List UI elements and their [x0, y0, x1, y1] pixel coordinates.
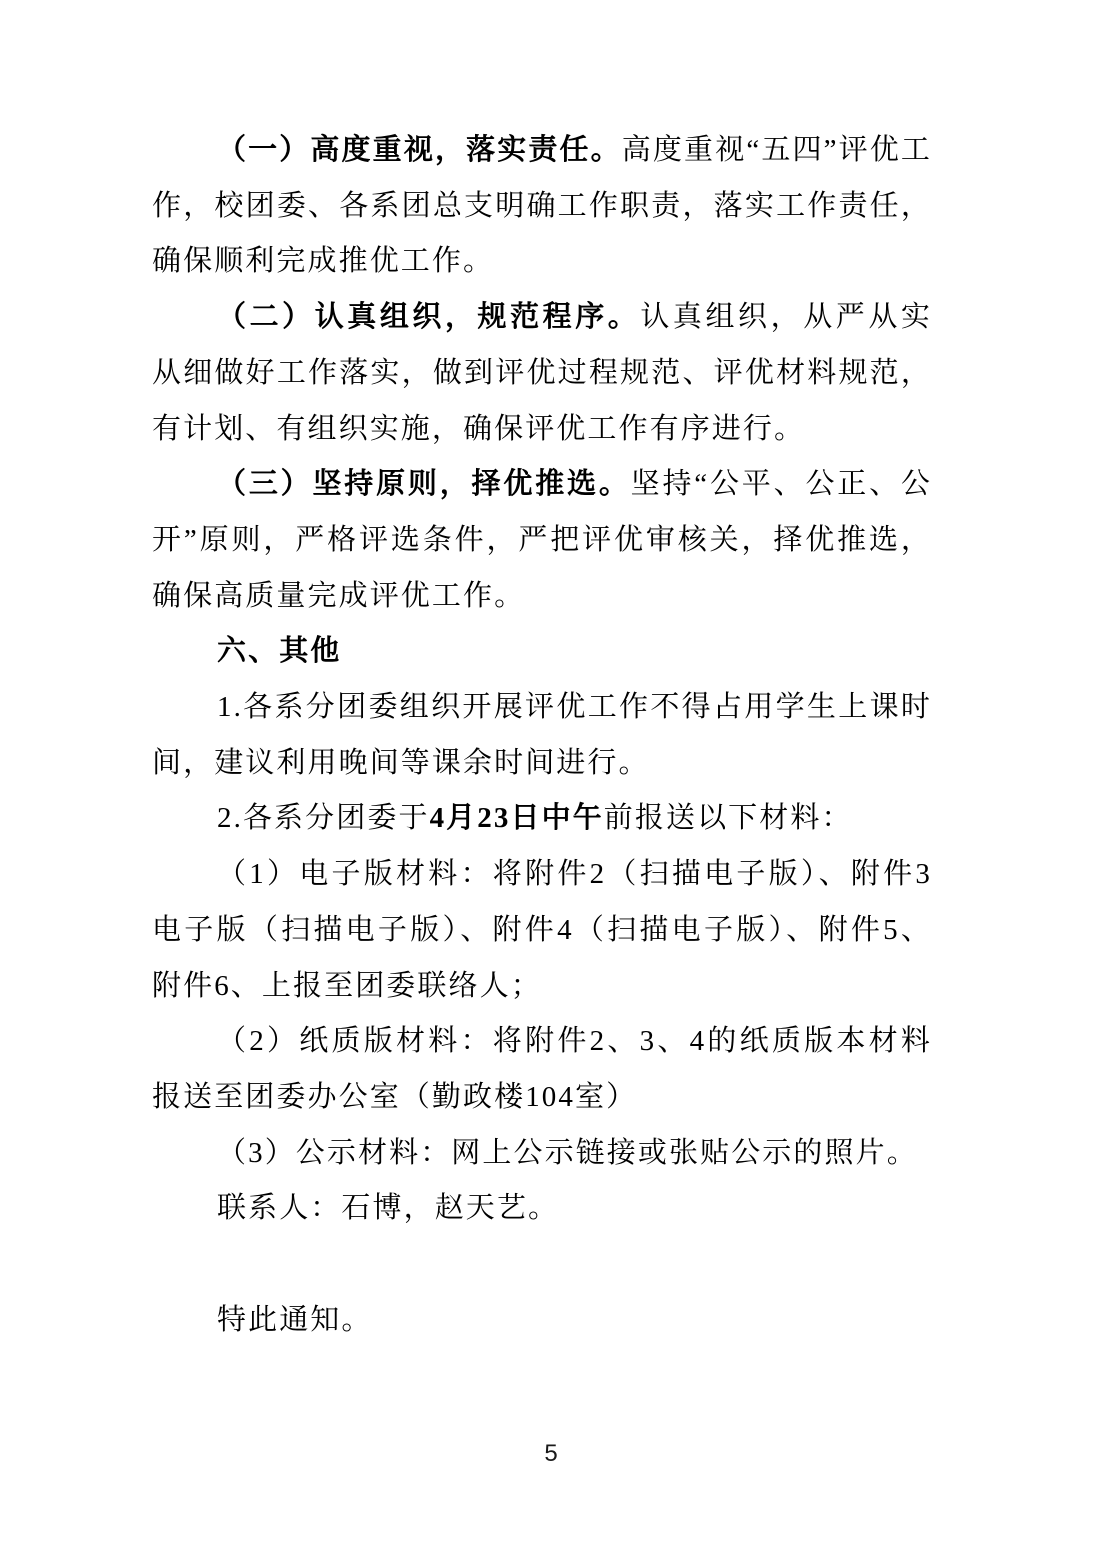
paragraph-item-1: 1.各系分团委组织开展评优工作不得占用学生上课时间，建议利用晚间等课余时间进行。: [152, 691, 932, 779]
paragraph-lead: （一）高度重视，落实责任。: [217, 134, 622, 166]
paragraph-text: 前报送以下材料：: [603, 802, 853, 835]
paragraph-lead: （三）坚持原则，择优推选。: [217, 468, 631, 501]
paragraph-organization: [152, 290, 932, 457]
paragraph-lead: （二）认真组织，规范程序。: [217, 301, 641, 334]
paragraph-publicity-materials: （3）公示材料：网上公示链接或张贴公示的照片。: [217, 1136, 918, 1169]
paragraph-notice-closing: 特此通知。: [217, 1303, 373, 1336]
paragraph-responsibility: [152, 123, 932, 290]
paragraph-item-2: [152, 791, 932, 847]
paragraph-text: 坚持“公平、公正、公开”原则，严格评选条件，严把评优审核关，择优推选，确保高质量完成评优工作。: [152, 468, 932, 612]
paragraph-contacts: 联系人：石博，赵天艺。: [217, 1192, 560, 1225]
deadline-text: 4月23日中午: [429, 802, 604, 835]
page-number: 5: [544, 1440, 558, 1467]
paragraph-principles: [152, 457, 932, 624]
paragraph-text: 高度重视“五四”评优工作，校团委、各系团总支明确工作职责，落实工作责任，确保顺利完成推优工作。: [152, 134, 932, 278]
section-heading-others: 六、其他: [217, 635, 342, 668]
paragraph-text: 认真组织，从严从实从细做好工作落实，做到评优过程规范、评优材料规范，有计划、有组织实施，确保评优工作有序进行。: [152, 301, 932, 445]
document-body: [152, 123, 932, 1348]
paragraph-text: 2.各系分团委于: [217, 802, 430, 835]
paragraph-electronic-materials: （1）电子版材料：将附件2（扫描电子版）、附件3电子版（扫描电子版）、附件4（扫描电子版）、附件5、附件6、上报至团委联络人；: [152, 858, 932, 1002]
paragraph-paper-materials: （2）纸质版材料：将附件2、3、4的纸质版本材料报送至团委办公室（勤政楼104室）: [152, 1025, 932, 1113]
